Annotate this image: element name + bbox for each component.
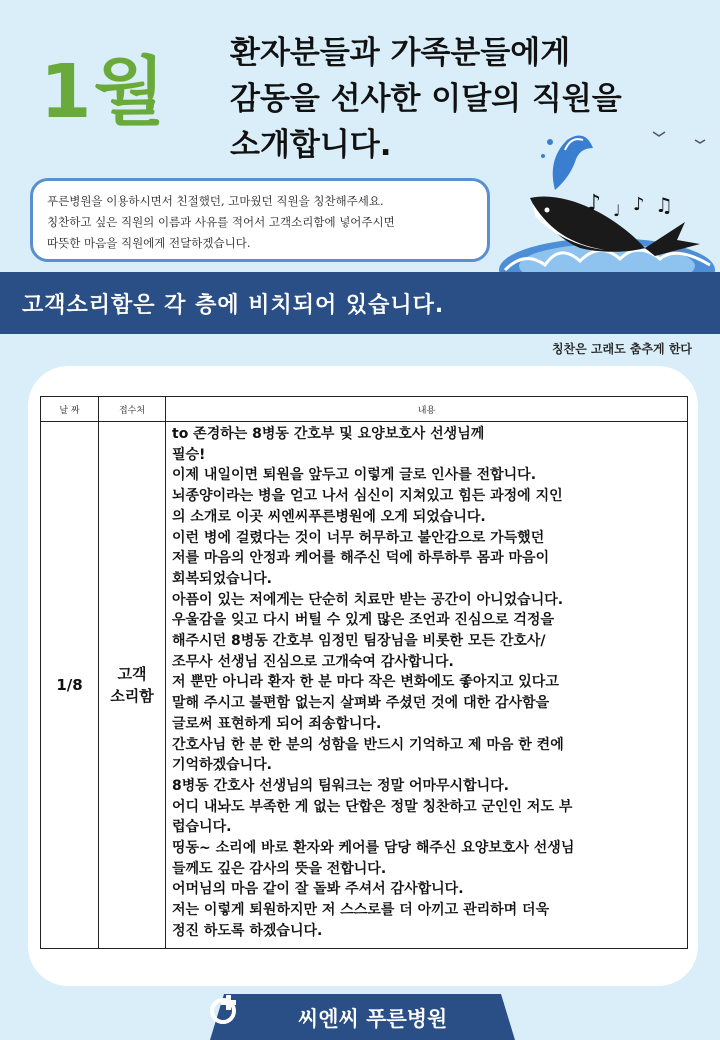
content-line: 글로써 표현하게 되어 죄송합니다. — [172, 715, 382, 732]
slogan: 칭찬은 고래도 춤추게 한다 — [551, 342, 692, 356]
headline-line-3: 소개합니다. — [230, 127, 392, 163]
content-line: to 존경하는 8병동 간호부 및 요양보호사 선생님께 — [172, 426, 485, 442]
row-content — [166, 422, 688, 949]
content-line: 뇌종양이라는 병을 얻고 나서 심신이 지쳐있고 힘든 과정에 지인 — [172, 488, 563, 505]
content-line: 이제 내일이면 퇴원을 앞두고 이렇게 글로 인사를 전합니다. — [172, 467, 537, 484]
month-label: 1월 — [40, 49, 167, 135]
content-line: 아픔이 있는 저에게는 단순히 치료만 받는 공간이 아니었습니다. — [172, 591, 564, 608]
content-line: 기억하겠습니다. — [172, 757, 272, 774]
column-header-source: 접수처 — [99, 397, 166, 422]
notice-box — [30, 178, 490, 262]
row-date: 1/8 — [41, 422, 99, 949]
content-line: 간호사님 한 분 한 분의 성함을 반드시 기억하고 제 마음 한 켠에 — [172, 736, 564, 753]
notice-line: 칭찬하고 싶은 직원의 이름과 사유를 적어서 고객소리함에 넣어주시면 — [47, 215, 395, 229]
hospital-logo-icon — [210, 994, 240, 1024]
content-line: 어머님의 마음 같이 잘 돌봐 주셔서 감사합니다. — [172, 881, 464, 898]
column-header-content: 내용 — [166, 397, 688, 422]
content-line: 어디 내놔도 부족한 게 없는 단합은 정말 칭찬하고 군인인 저도 부 — [172, 798, 573, 815]
banner-text: 고객소리함은 각 층에 비치되어 있습니다. — [22, 293, 445, 318]
hospital-name: 씨엔씨 푸른병원 — [298, 1007, 448, 1031]
content-line: 저 뿐만 아니라 환자 한 분 마다 작은 변화에도 좋아지고 있다고 — [172, 674, 559, 691]
svg-text:♫: ♫ — [655, 193, 673, 217]
content-line: 회복되었습니다. — [172, 570, 272, 587]
compliment-table — [40, 396, 688, 949]
content-line: 필승! — [172, 446, 206, 463]
table-row — [41, 422, 688, 949]
footer-logo-bar — [210, 994, 515, 1040]
row-source-line: 고객 — [117, 664, 147, 683]
row-source — [99, 422, 166, 949]
svg-text:♪: ♪ — [587, 191, 602, 216]
content-line: 들께도 깊은 감사의 뜻을 전합니다. — [172, 860, 387, 877]
content-line: 8병동 간호사 선생님의 팀워크는 정말 어마무시합니다. — [172, 777, 509, 794]
svg-text:♩: ♩ — [613, 201, 621, 220]
headline-line-1: 환자분들과 가족분들에게 — [230, 35, 571, 71]
content-line: 조무사 선생님 진심으로 고개숙여 감사합니다. — [172, 653, 454, 670]
content-line: 저를 마음의 안정과 케어를 해주신 덕에 하루하루 몸과 마음이 — [172, 550, 550, 567]
notice-line: 따뜻한 마음을 직원에게 전달하겠습니다. — [47, 236, 251, 250]
content-line: 정진 하도록 하겠습니다. — [172, 922, 323, 939]
banner — [0, 272, 720, 334]
content-line: 저는 이렇게 퇴원하지만 저 스스로를 더 아끼고 관리하며 더욱 — [172, 902, 550, 919]
content-line: 우울감을 잊고 다시 버틸 수 있게 많은 조언과 진심으로 걱정을 — [172, 612, 554, 629]
content-line: 해주시던 8병동 간호부 임정민 팀장님을 비롯한 모든 간호사/ — [172, 633, 546, 650]
svg-text:♪: ♪ — [633, 194, 645, 215]
row-source-line: 소리함 — [110, 686, 154, 705]
content-line: 말해 주시고 불편함 없는지 살펴봐 주셨던 것에 대한 감사함을 — [172, 695, 550, 712]
column-header-date: 날 짜 — [41, 397, 99, 422]
notice-line: 푸른병원을 이용하시면서 친절했던, 고마웠던 직원을 칭찬해주세요. — [47, 194, 384, 208]
headline-line-2: 감동을 선사한 이달의 직원을 — [230, 81, 622, 117]
table-header-row — [41, 397, 688, 422]
content-line: 띵동~ 소리에 바로 환자와 케어를 담당 해주신 요양보호사 선생님 — [172, 840, 575, 857]
content-line: 럽습니다. — [172, 819, 232, 836]
content-line: 의 소개로 이곳 씨엔씨푸른병원에 오게 되었습니다. — [172, 508, 486, 525]
content-line: 이런 병에 걸렸다는 것이 너무 허무하고 불안감으로 가득했던 — [172, 529, 545, 546]
